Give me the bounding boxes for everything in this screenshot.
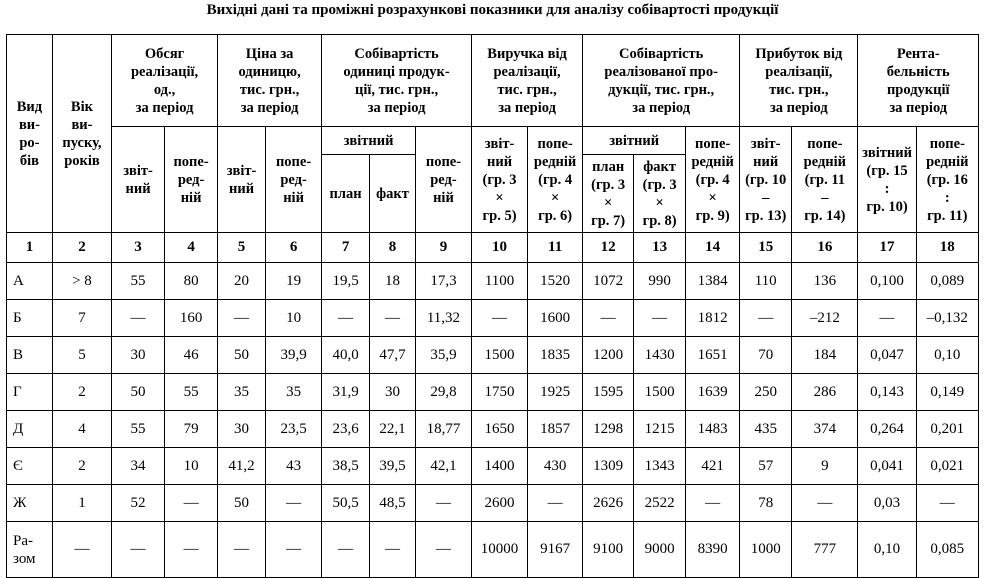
table-cell: 46 <box>165 337 218 374</box>
header-tsina: Ціна за одиницю, тис. грн., за період <box>218 35 322 127</box>
table-cell: 1100 <box>472 263 528 300</box>
column-number: 15 <box>740 233 792 263</box>
table-cell: 1215 <box>634 411 686 448</box>
table-cell: 1639 <box>686 374 740 411</box>
table-cell: 10 <box>165 448 218 485</box>
table-cell: 43 <box>266 448 322 485</box>
table-cell: 9 <box>792 448 858 485</box>
table-cell: 430 <box>528 448 583 485</box>
table-cell: 110 <box>740 263 792 300</box>
table-cell: 1651 <box>686 337 740 374</box>
cost-analysis-table <box>6 34 979 578</box>
table-cell: 57 <box>740 448 792 485</box>
table-cell: 17,3 <box>415 263 471 300</box>
table-cell: 160 <box>165 300 218 337</box>
table-row <box>7 485 979 522</box>
table-cell: 52 <box>112 485 165 522</box>
header-sob-poperednii: попе- ред- ній <box>415 127 471 233</box>
table-cell: 23,5 <box>266 411 322 448</box>
column-number: 13 <box>634 233 686 263</box>
header-obsyag-poperednii: попе- ред- ній <box>165 127 218 233</box>
header-sob-fakt: факт <box>370 155 416 233</box>
table-cell: 50 <box>112 374 165 411</box>
table-cell: 23,6 <box>322 411 370 448</box>
total-cell: 9000 <box>634 522 686 578</box>
header-vyr-zvitnyi: звіт- ний (гр. 3 × гр. 5) <box>472 127 528 233</box>
table-cell: 0,10 <box>916 337 978 374</box>
table-cell: 286 <box>792 374 858 411</box>
table-cell: 31,9 <box>322 374 370 411</box>
table-cell: 11,32 <box>415 300 471 337</box>
table-cell: 0,041 <box>858 448 916 485</box>
table-title: Вихідні дані та проміжні розрахункові показники для аналізу собівартості продукції <box>206 2 779 18</box>
table-cell: — <box>634 300 686 337</box>
table-cell: 29,8 <box>415 374 471 411</box>
total-row <box>7 522 979 578</box>
table-cell: 48,5 <box>370 485 416 522</box>
table-cell: — <box>792 485 858 522</box>
table-cell: 0,201 <box>916 411 978 448</box>
table-cell: 1857 <box>528 411 583 448</box>
table-cell: 421 <box>686 448 740 485</box>
table-cell: 1750 <box>472 374 528 411</box>
table-cell: 0,021 <box>916 448 978 485</box>
table-cell: — <box>583 300 634 337</box>
table-cell: 70 <box>740 337 792 374</box>
table-cell: — <box>528 485 583 522</box>
total-cell: 1000 <box>740 522 792 578</box>
table-cell: 55 <box>112 411 165 448</box>
table-cell: — <box>740 300 792 337</box>
table-cell: 1 <box>52 485 111 522</box>
product-type-cell: Б <box>7 300 53 337</box>
column-number: 5 <box>218 233 266 263</box>
table-cell: 20 <box>218 263 266 300</box>
table-cell: 30 <box>218 411 266 448</box>
table-cell: — <box>112 300 165 337</box>
table-cell: 47,7 <box>370 337 416 374</box>
total-cell: 9100 <box>583 522 634 578</box>
product-type-cell: Є <box>7 448 53 485</box>
table-cell: 4 <box>52 411 111 448</box>
table-cell: 1072 <box>583 263 634 300</box>
table-cell: 1500 <box>472 337 528 374</box>
header-prybutok: Прибуток від реалізації, тис. грн., за період <box>740 35 858 127</box>
product-type-cell: Д <box>7 411 53 448</box>
table-row <box>7 374 979 411</box>
total-cell: 0,10 <box>858 522 916 578</box>
header-vik: Вік ви- пуску, років <box>52 35 111 233</box>
table-cell: — <box>266 485 322 522</box>
product-type-cell: А <box>7 263 53 300</box>
table-cell: 1430 <box>634 337 686 374</box>
total-cell: 9167 <box>528 522 583 578</box>
column-number: 14 <box>686 233 740 263</box>
total-cell: 777 <box>792 522 858 578</box>
column-number: 1 <box>7 233 53 263</box>
column-number: 4 <box>165 233 218 263</box>
table-cell: 1200 <box>583 337 634 374</box>
header-vyr-poperednii: попе- редній (гр. 4 × гр. 6) <box>528 127 583 233</box>
header-sobivartist-real: Собівартість реалізованої про- дукції, тис. грн., за період <box>583 35 740 127</box>
table-cell: 1925 <box>528 374 583 411</box>
header-pr-zvitnyi: звіт- ний (гр. 10 – гр. 13) <box>740 127 792 233</box>
table-cell: 2600 <box>472 485 528 522</box>
table-cell: –0,132 <box>916 300 978 337</box>
column-number: 2 <box>52 233 111 263</box>
header-rn-poperednii: попе- редній (гр. 16 : гр. 11) <box>916 127 978 233</box>
table-cell: 30 <box>112 337 165 374</box>
table-cell: 1384 <box>686 263 740 300</box>
table-cell: 136 <box>792 263 858 300</box>
header-vyruchka: Виручка від реалізації, тис. грн., за період <box>472 35 583 127</box>
column-number: 12 <box>583 233 634 263</box>
header-vyd: Вид ви- ро- бів <box>7 35 53 233</box>
table-cell: 1595 <box>583 374 634 411</box>
table-cell: 10 <box>266 300 322 337</box>
table-cell: 1500 <box>634 374 686 411</box>
total-cell: 10000 <box>472 522 528 578</box>
column-number: 16 <box>792 233 858 263</box>
table-cell: 1600 <box>528 300 583 337</box>
table-cell: — <box>916 485 978 522</box>
table-cell: — <box>322 300 370 337</box>
table-cell: 1650 <box>472 411 528 448</box>
header-sr-plan: план (гр. 3 × гр. 7) <box>583 155 634 233</box>
table-cell: 18 <box>370 263 416 300</box>
table-cell: 990 <box>634 263 686 300</box>
total-cell: — <box>112 522 165 578</box>
table-cell: 78 <box>740 485 792 522</box>
table-cell: 0,03 <box>858 485 916 522</box>
header-sob-plan: план <box>322 155 370 233</box>
table-cell: 19 <box>266 263 322 300</box>
total-cell: — <box>266 522 322 578</box>
table-cell: 55 <box>165 374 218 411</box>
column-number: 9 <box>415 233 471 263</box>
column-number: 8 <box>370 233 416 263</box>
table-cell: 184 <box>792 337 858 374</box>
column-number: 7 <box>322 233 370 263</box>
table-cell: 34 <box>112 448 165 485</box>
table-cell: 0,100 <box>858 263 916 300</box>
table-cell: 38,5 <box>322 448 370 485</box>
column-number: 6 <box>266 233 322 263</box>
table-cell: — <box>472 300 528 337</box>
table-row <box>7 448 979 485</box>
table-cell: 2626 <box>583 485 634 522</box>
table-cell: 0,264 <box>858 411 916 448</box>
header-tsina-zvitnyi: звіт- ний <box>218 127 266 233</box>
table-cell: 40,0 <box>322 337 370 374</box>
total-cell: — <box>370 522 416 578</box>
table-cell: 1812 <box>686 300 740 337</box>
header-obsyag-zvitnyi: звіт- ний <box>112 127 165 233</box>
header-sr-zvitnyi-group: звітний <box>583 127 686 155</box>
table-cell: 22,1 <box>370 411 416 448</box>
table-cell: 1309 <box>583 448 634 485</box>
table-cell: 0,143 <box>858 374 916 411</box>
table-cell: 1400 <box>472 448 528 485</box>
product-type-cell: Ж <box>7 485 53 522</box>
table-cell: 1520 <box>528 263 583 300</box>
table-cell: 35,9 <box>415 337 471 374</box>
table-cell: 41,2 <box>218 448 266 485</box>
column-numbers-row <box>7 233 979 263</box>
table-row <box>7 263 979 300</box>
table-cell: 0,089 <box>916 263 978 300</box>
table-cell: — <box>218 300 266 337</box>
table-cell: 55 <box>112 263 165 300</box>
column-number: 11 <box>528 233 583 263</box>
table-cell: 1835 <box>528 337 583 374</box>
table-cell: 50,5 <box>322 485 370 522</box>
table-cell: — <box>370 300 416 337</box>
header-sr-poperednii: попе- редній (гр. 4 × гр. 9) <box>686 127 740 233</box>
table-cell: 1298 <box>583 411 634 448</box>
header-tsina-poperednii: попе- ред- ній <box>266 127 322 233</box>
table-cell: 35 <box>218 374 266 411</box>
header-sob-zvitnyi-group: звітний <box>322 127 416 155</box>
table-cell: 2522 <box>634 485 686 522</box>
total-cell: — <box>218 522 266 578</box>
table-row <box>7 337 979 374</box>
table-cell: 80 <box>165 263 218 300</box>
table-cell: 39,5 <box>370 448 416 485</box>
table-cell: 42,1 <box>415 448 471 485</box>
header-obsyag: Обсяг реалізації, од., за період <box>112 35 218 127</box>
table-cell: 1343 <box>634 448 686 485</box>
column-number: 10 <box>472 233 528 263</box>
table-cell: 0,149 <box>916 374 978 411</box>
column-number: 17 <box>858 233 916 263</box>
total-cell: 0,085 <box>916 522 978 578</box>
table-cell: 2 <box>52 374 111 411</box>
table-cell: 0,047 <box>858 337 916 374</box>
product-type-cell: Г <box>7 374 53 411</box>
header-pr-poperednii: попе- редній (гр. 11 – гр. 14) <box>792 127 858 233</box>
table-cell: 2 <box>52 448 111 485</box>
total-cell: — <box>52 522 111 578</box>
table-cell: –212 <box>792 300 858 337</box>
product-type-cell: В <box>7 337 53 374</box>
table-cell: — <box>415 485 471 522</box>
table-cell: 5 <box>52 337 111 374</box>
table-cell: — <box>858 300 916 337</box>
table-cell: 50 <box>218 337 266 374</box>
table-cell: 435 <box>740 411 792 448</box>
table-cell: 30 <box>370 374 416 411</box>
total-cell: — <box>322 522 370 578</box>
total-label: Ра- зом <box>7 522 53 578</box>
column-number: 3 <box>112 233 165 263</box>
table-cell: 19,5 <box>322 263 370 300</box>
table-cell: 250 <box>740 374 792 411</box>
table-row <box>7 411 979 448</box>
table-cell: 374 <box>792 411 858 448</box>
table-cell: 18,77 <box>415 411 471 448</box>
total-cell: — <box>165 522 218 578</box>
column-number: 18 <box>916 233 978 263</box>
header-rn-zvitnyi: звітний (гр. 15 : гр. 10) <box>858 127 916 233</box>
table-cell: 50 <box>218 485 266 522</box>
table-cell: 35 <box>266 374 322 411</box>
table-cell: — <box>686 485 740 522</box>
total-cell: 8390 <box>686 522 740 578</box>
table-cell: 1483 <box>686 411 740 448</box>
header-rentabelnist: Рента- бельність продукції за період <box>858 35 979 127</box>
table-cell: > 8 <box>52 263 111 300</box>
header-sobivartist-od: Собівартість одиниці продук- ції, тис. грн., за період <box>322 35 472 127</box>
total-cell: — <box>415 522 471 578</box>
table-cell: 39,9 <box>266 337 322 374</box>
table-cell: — <box>165 485 218 522</box>
table-cell: 7 <box>52 300 111 337</box>
header-sr-fakt: факт (гр. 3 × гр. 8) <box>634 155 686 233</box>
table-row <box>7 300 979 337</box>
table-cell: 79 <box>165 411 218 448</box>
